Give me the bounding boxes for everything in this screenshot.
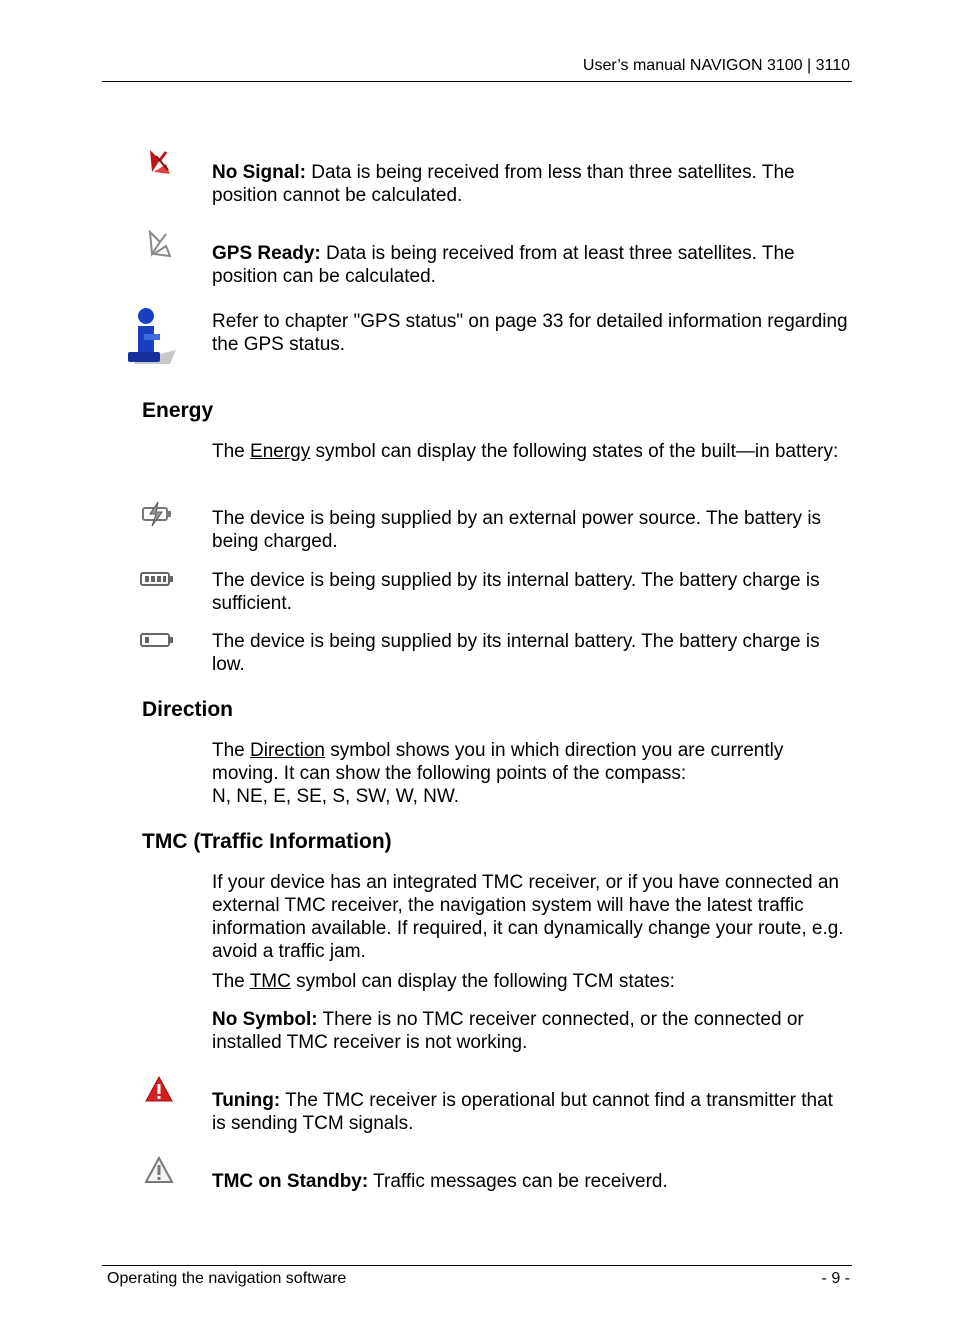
info-figure-icon: [124, 306, 178, 364]
direction-intro-post: symbol shows you in which direction you are currently moving. It can show the following points of the compass:: [212, 740, 784, 784]
direction-intro-pre: The: [212, 740, 251, 761]
tmc-no-symbol-label: No Symbol:: [212, 1009, 318, 1030]
energy-link[interactable]: Energy: [250, 441, 311, 462]
gps-ready-icon: [146, 226, 172, 258]
header-title: User’s manual NAVIGON 3100 | 3110: [582, 57, 850, 74]
tmc-link[interactable]: TMC: [249, 971, 291, 992]
no-signal-text: [212, 161, 848, 207]
direction-heading: Direction: [142, 698, 234, 721]
energy-intro-pre: The: [212, 441, 251, 462]
tmc-tuning-text: [212, 1089, 848, 1135]
battery-charging-icon: [140, 500, 174, 528]
footer-section: Operating the navigation software: [107, 1270, 347, 1287]
energy-item-charging: The device is being supplied by an external power source. The battery is being charged.: [212, 508, 822, 552]
tmc-tuning-label: Tuning:: [212, 1090, 281, 1111]
tmc-standby-warning-icon: [144, 1156, 174, 1184]
tmc-standby-description: Traffic messages can be receiverd.: [368, 1171, 668, 1192]
compass-points: N, NE, E, SE, S, SW, W, NW.: [212, 786, 460, 807]
page-footer: [102, 1265, 852, 1287]
tmc-no-symbol-description: There is no TMC receiver connected, or the connected or installed TMC receiver is not working.: [212, 1009, 804, 1053]
energy-intro: [212, 440, 848, 463]
no-signal-description: Data is being received from less than three satellites. The position cannot be calculated.: [212, 162, 795, 206]
battery-low-icon: [140, 631, 174, 649]
info-note-text: Refer to chapter "GPS status" on page 33 for detailed information regarding the GPS status.: [212, 311, 848, 355]
tmc-tuning-description: The TMC receiver is operational but cannot find a transmitter that is sending TCM signals.: [212, 1090, 833, 1134]
tmc-standby-label: TMC on Standby:: [212, 1171, 369, 1192]
tmc-intro-pre: The: [212, 971, 250, 992]
direction-intro: [212, 739, 848, 808]
tmc-intro: [212, 970, 848, 993]
energy-heading: Energy: [142, 399, 214, 422]
tmc-no-symbol-text: [212, 1008, 848, 1054]
gps-ready-text: [212, 242, 848, 288]
gps-ready-label: GPS Ready:: [212, 243, 321, 264]
gps-ready-description: Data is being received from at least three satellites. The position can be calculated.: [212, 243, 795, 287]
tmc-heading: TMC (Traffic Information): [142, 830, 392, 853]
battery-full-icon: [140, 570, 174, 588]
tmc-paragraph: If your device has an integrated TMC receiver, or if you have connected an external TMC receiver, the navigation system will have the latest traffic information available. If required, it can dynamically change your route, e.g. avoid a traffic jam.: [212, 872, 844, 962]
energy-intro-post: symbol can display the following states of the built—in battery:: [310, 441, 839, 462]
no-signal-label: No Signal:: [212, 162, 306, 183]
tmc-intro-post: symbol can display the following TCM states:: [290, 971, 675, 992]
energy-item-sufficient: The device is being supplied by its internal battery. The battery charge is sufficient.: [212, 570, 820, 614]
page-number: - 9 -: [821, 1270, 850, 1287]
tmc-tuning-warning-icon: [144, 1075, 174, 1103]
energy-item-low: The device is being supplied by its internal battery. The battery charge is low.: [212, 631, 820, 675]
page-header: [102, 57, 852, 82]
tmc-standby-text: [212, 1170, 848, 1193]
gps-no-signal-icon: [146, 144, 172, 176]
direction-link[interactable]: Direction: [250, 740, 326, 761]
